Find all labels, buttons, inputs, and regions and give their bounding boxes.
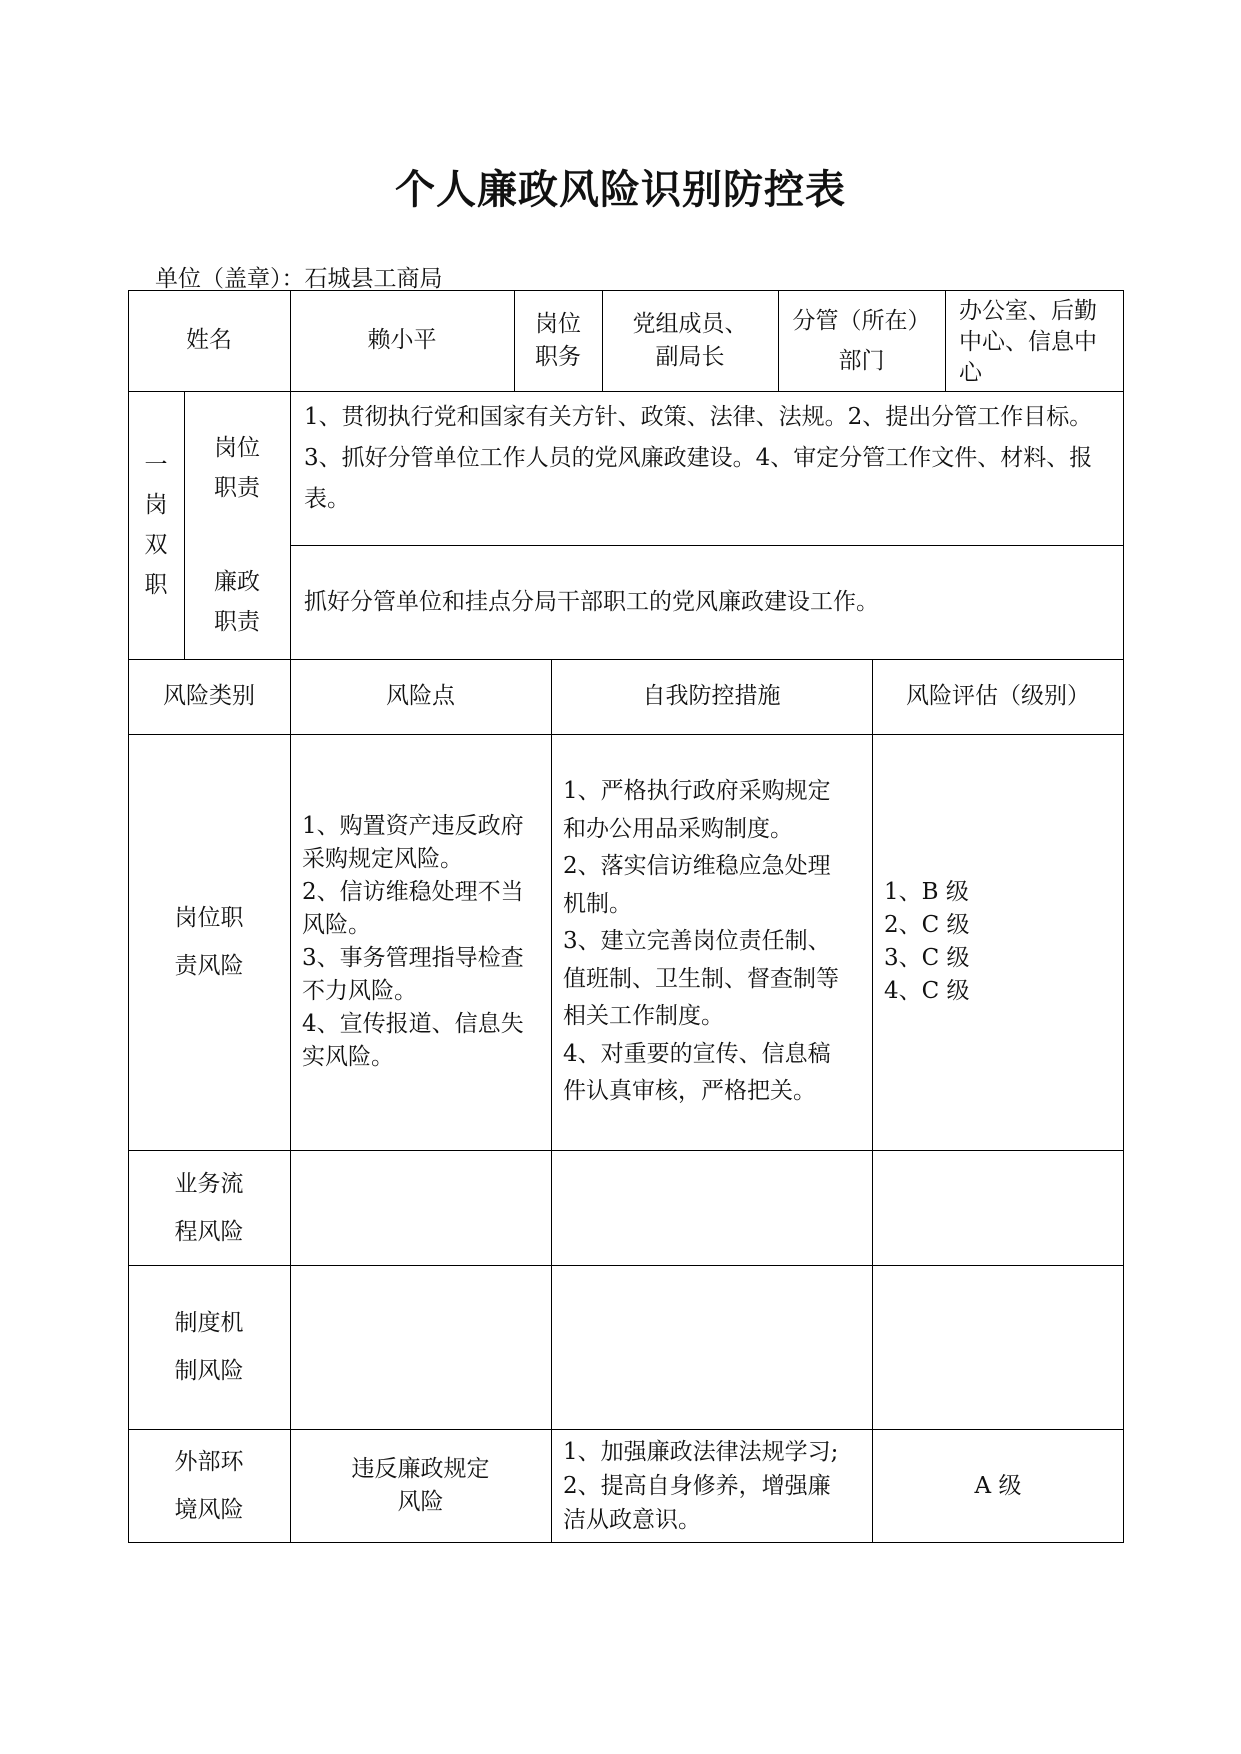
name-label: 姓名 [186, 327, 232, 353]
risk-point: 违反廉政规定 风险 [351, 1456, 490, 1515]
risk-measure-header: 自我防控措施 [642, 683, 781, 709]
page-title: 个人廉政风险识别防控表 [395, 166, 846, 213]
duty-label: 岗位 职责 [214, 435, 260, 501]
risk-level-header: 风险评估（级别） [906, 683, 1090, 709]
risk-measure: 1、加强廉政法律法规学习; 2、提高自身修养，增强廉 洁从政意识。 [563, 1439, 839, 1533]
risk-measure [551, 1150, 872, 1265]
risk-category: 制度机 制风险 [174, 1310, 244, 1384]
risk-point: 1、购置资产违反政府 采购规定风险。 2、信访维稳处理不当 风险。 3、事务管理指导检查 不力风险。 4、宣传报道、信息失 实风险。 [302, 813, 524, 1070]
dept-value: 办公室、后勤 中心、信息中 心 [959, 298, 1097, 386]
risk-point [290, 1265, 551, 1429]
risk-level: A 级 [974, 1472, 1022, 1499]
risk-point-header: 风险点 [386, 683, 455, 709]
name-value: 赖小平 [367, 327, 437, 353]
risk-category-header: 风险类别 [163, 683, 255, 709]
clean-duty-text: 抓好分管单位和挂点分局干部职工的党风廉政建设工作。 [304, 588, 879, 615]
risk-level: 1、B 级 2、C 级 3、C 级 4、C 级 [884, 879, 970, 1004]
risk-measure [551, 1265, 872, 1429]
post-label: 岗位 职务 [535, 310, 581, 370]
dept-label: 分管（所在） 部门 [792, 307, 931, 374]
post-value: 党组成员、 副局长 [632, 310, 748, 370]
unit-label: 单位（盖章）：石城县工商局 [155, 266, 443, 292]
duty-text: 1、贯彻执行党和国家有关方针、政策、法律、法规。2、提出分管工作目标。3、抓好分管单位工作人员的党风廉政建设。4、审定分管工作文件、材料、报表。 [304, 404, 1093, 512]
risk-point [290, 1150, 551, 1265]
clean-duty-label: 廉政 职责 [214, 569, 260, 635]
risk-measure: 1、严格执行政府采购规定 和办公用品采购制度。 2、落实信访维稳应急处理 机制。 3、建立完善岗位责任制、 值班制、卫生制、督查制等 相关工作制度。 4、对重要的宣传、信息稿 件认真审核，严格把关。 [563, 778, 839, 1105]
dual-duty-label: 一 岗 双 职 [144, 452, 168, 598]
risk-category: 业务流 程风险 [174, 1170, 244, 1245]
risk-level [872, 1150, 1124, 1265]
risk-level [872, 1265, 1124, 1429]
risk-category: 岗位职 责风险 [174, 905, 244, 979]
risk-category: 外部环 境风险 [174, 1449, 244, 1523]
